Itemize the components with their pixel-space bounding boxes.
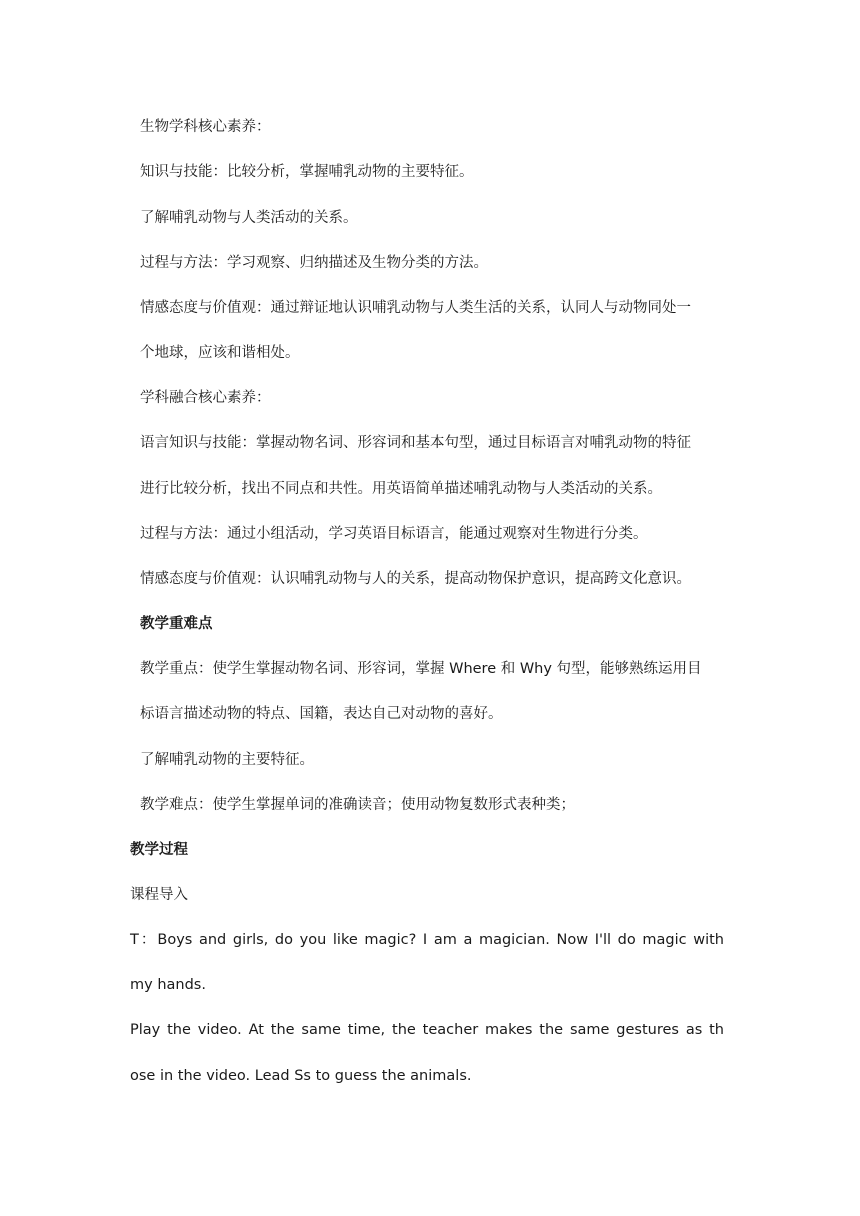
key-points-heading: 教学重难点: [140, 616, 213, 632]
language-skills-line-1: 语言知识与技能：掌握动物名词、形容词和基本句型，通过目标语言对哺乳动物的特征: [140, 435, 691, 451]
key-point-line-2: 标语言描述动物的特点、国籍，表达自己对动物的喜好。: [140, 706, 503, 722]
video-instruction-line-1: Play the video. At the same time, the teacher makes the same gestures as th: [130, 1022, 724, 1038]
biology-core-heading: 生物学科核心素养：: [140, 119, 271, 135]
key-point-line-3: 了解哺乳动物的主要特征。: [140, 752, 314, 768]
language-skills-line-2: 进行比较分析，找出不同点和共性。用英语简单描述哺乳动物与人类活动的关系。: [140, 481, 662, 497]
mammal-relation-line: 了解哺乳动物与人类活动的关系。: [140, 210, 358, 226]
teacher-dialogue-line-1: T：Boys and girls, do you like magic? I am a magician. Now I'll do magic with: [130, 932, 724, 948]
emotion-attitude-line-2: 个地球，应该和谐相处。: [140, 345, 300, 361]
teaching-process-heading: 教学过程: [130, 842, 188, 858]
teacher-dialogue-line-2: my hands.: [130, 977, 206, 993]
video-instruction-line-2: ose in the video. Lead Ss to guess the animals.: [130, 1068, 472, 1084]
integration-core-heading: 学科融合核心素养：: [140, 390, 271, 406]
key-point-line-1: 教学重点：使学生掌握动物名词、形容词，掌握 Where 和 Why 句型，能够熟练运用目: [140, 661, 702, 677]
lesson-intro-heading: 课程导入: [130, 887, 188, 903]
integration-emotion-line: 情感态度与价值观：认识哺乳动物与人的关系，提高动物保护意识，提高跨文化意识。: [140, 571, 691, 587]
difficulty-line: 教学难点：使学生掌握单词的准确读音；使用动物复数形式表种类；: [140, 797, 575, 813]
integration-process-line: 过程与方法：通过小组活动，学习英语目标语言，能通过观察对生物进行分类。: [140, 526, 648, 542]
process-method-line: 过程与方法：学习观察、归纳描述及生物分类的方法。: [140, 255, 488, 271]
knowledge-skills-line: 知识与技能：比较分析，掌握哺乳动物的主要特征。: [140, 164, 474, 180]
emotion-attitude-line-1: 情感态度与价值观：通过辩证地认识哺乳动物与人类生活的关系，认同人与动物同处一: [140, 300, 691, 316]
